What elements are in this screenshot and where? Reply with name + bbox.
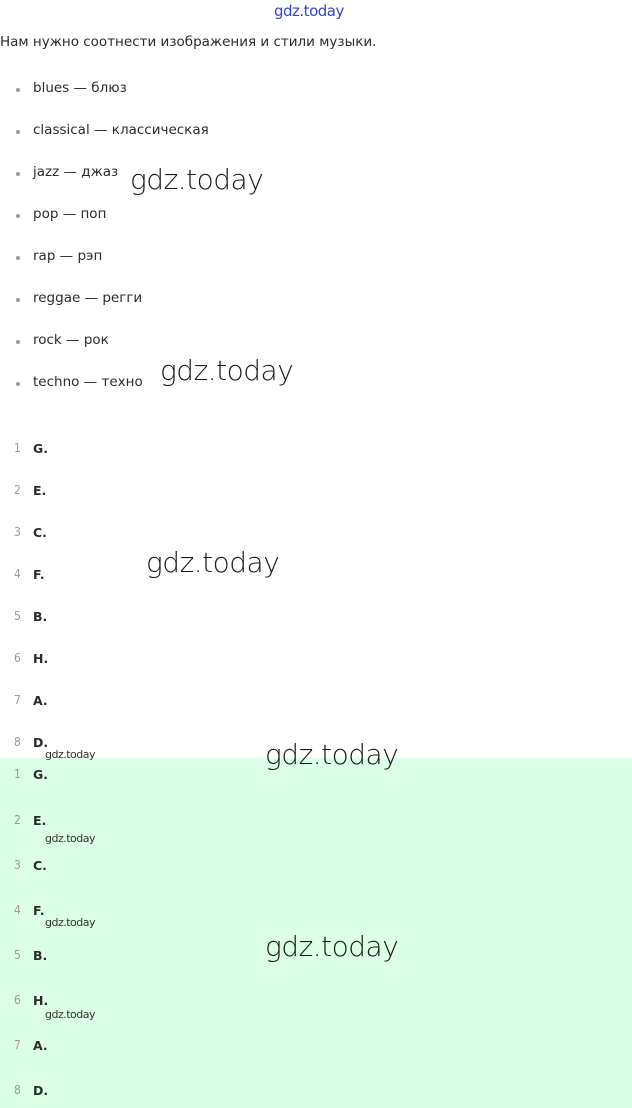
style-label: classical — классическая [33, 122, 209, 138]
answer-letter: F. [33, 567, 45, 582]
answer-number: 5 [14, 948, 21, 962]
answer-letter: F. [33, 903, 45, 918]
answer-number: 1 [14, 441, 21, 455]
bullet-icon [16, 340, 20, 344]
answer-number: 3 [14, 525, 21, 539]
answer-number: 8 [14, 735, 21, 749]
site-logo[interactable]: gdz.today [274, 2, 344, 20]
style-label: rap — рэп [33, 248, 103, 264]
answer-number: 6 [14, 993, 21, 1007]
bullet-icon [16, 298, 20, 302]
answer-number: 8 [14, 1083, 21, 1097]
answer-number: 3 [14, 858, 21, 872]
answer-letter: G. [33, 441, 49, 456]
style-label: pop — поп [33, 206, 107, 222]
answer-letter: B. [33, 948, 48, 963]
answer-letter: D. [33, 1083, 49, 1098]
answer-number: 7 [14, 693, 21, 707]
answer-letter: C. [33, 525, 47, 540]
style-label: techno — техно [33, 374, 143, 390]
answer-letter: B. [33, 609, 48, 624]
answer-letter: D. [33, 735, 49, 750]
bullet-icon [16, 382, 20, 386]
answer-number: 4 [14, 567, 21, 581]
watermark: gdz.today [130, 163, 264, 196]
answer-letter: C. [33, 858, 47, 873]
bullet-icon [16, 130, 20, 134]
answer-number: 2 [14, 813, 21, 827]
answer-letter: E. [33, 813, 47, 828]
watermark: gdz.today [160, 354, 294, 387]
answer-number: 4 [14, 903, 21, 917]
style-label: blues — блюз [33, 80, 127, 96]
style-label: rock — рок [33, 332, 109, 348]
bullet-icon [16, 256, 20, 260]
intro-text: Нам нужно соотнести изображения и стили музыки. [0, 34, 377, 50]
answer-number: 7 [14, 1038, 21, 1052]
answer-letter: A. [33, 693, 48, 708]
bullet-icon [16, 88, 20, 92]
answer-letter: G. [33, 767, 49, 782]
answer-number: 6 [14, 651, 21, 665]
answer-letter: E. [33, 483, 47, 498]
answer-letter: H. [33, 993, 49, 1008]
watermark: gdz.today [146, 546, 280, 579]
watermark: gdz.today [265, 930, 399, 963]
bullet-icon [16, 172, 20, 176]
watermark: gdz.today [45, 832, 96, 845]
style-label: jazz — джаз [33, 164, 119, 180]
style-label: reggae — регги [33, 290, 143, 306]
answer-letter: H. [33, 651, 49, 666]
answer-number: 1 [14, 767, 21, 781]
answer-letter: A. [33, 1038, 48, 1053]
watermark: gdz.today [45, 1008, 96, 1021]
answer-number: 2 [14, 483, 21, 497]
watermark: gdz.today [45, 748, 96, 761]
bullet-icon [16, 214, 20, 218]
watermark: gdz.today [265, 738, 399, 771]
watermark: gdz.today [45, 916, 96, 929]
answer-number: 5 [14, 609, 21, 623]
